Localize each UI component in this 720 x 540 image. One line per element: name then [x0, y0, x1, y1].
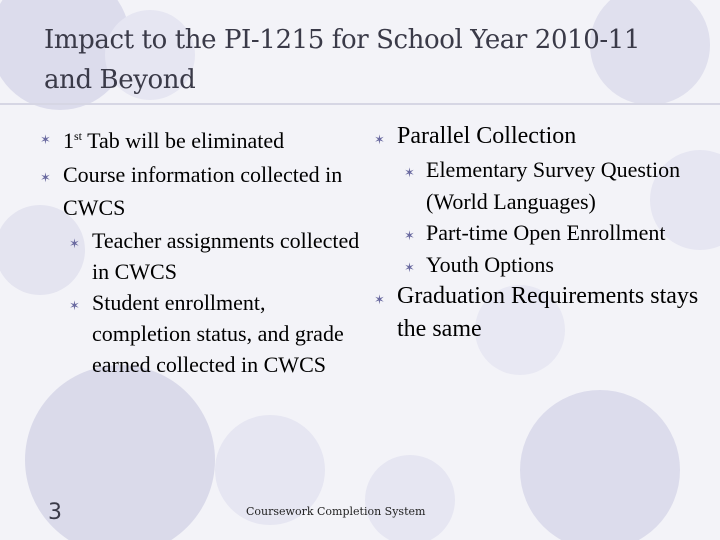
bullet-icon: ✶ — [404, 259, 415, 275]
bullet-text: Graduation Requirements stays the same — [397, 283, 699, 342]
footer-text: Coursework Completion System — [246, 505, 426, 518]
bullet-text: Parallel Collection — [397, 123, 577, 149]
title-divider — [0, 103, 720, 105]
page-number: 3 — [48, 500, 62, 525]
bullet-text: Student enrollment, completion status, and grade earned collected in CWCS — [92, 290, 344, 377]
bullet-text: Part-time Open Enrollment — [426, 220, 666, 245]
bullet-icon: ✶ — [374, 132, 385, 147]
bg-circle — [365, 455, 455, 540]
sub-bullet-item — [374, 249, 714, 281]
bullet-item — [40, 120, 360, 157]
slide-title: Impact to the PI-1215 for School Year 2010-11 and Beyond — [44, 25, 641, 95]
bullet-icon: ✶ — [69, 236, 80, 251]
sub-bullet-item — [374, 154, 714, 217]
right-column — [374, 120, 714, 347]
ordinal-suffix: st — [74, 129, 83, 143]
bullet-icon: ✶ — [404, 165, 415, 180]
sub-bullet-item — [40, 287, 360, 380]
bullet-icon: ✶ — [40, 132, 51, 147]
bullet-icon: ✶ — [40, 170, 51, 185]
bullet-text: Tab will be eliminated — [82, 128, 285, 153]
bullet-icon: ✶ — [404, 228, 415, 243]
left-column — [40, 120, 360, 380]
bullet-icon: ✶ — [69, 298, 80, 313]
bg-circle — [520, 390, 680, 540]
bullet-icon: ✶ — [374, 292, 385, 307]
ordinal-number: 1 — [63, 128, 74, 153]
bullet-item — [40, 158, 360, 224]
bullet-item — [374, 280, 714, 346]
sub-bullet-item — [40, 225, 360, 287]
bullet-text: Youth Options — [426, 251, 554, 277]
bullet-text: Course information collected in CWCS — [63, 162, 343, 220]
bullet-text: Teacher assignments collected in CWCS — [92, 228, 360, 284]
bullet-item — [374, 120, 714, 153]
sub-bullet-item — [374, 217, 714, 249]
bullet-text: Elementary Survey Question (World Languages) — [426, 157, 681, 214]
